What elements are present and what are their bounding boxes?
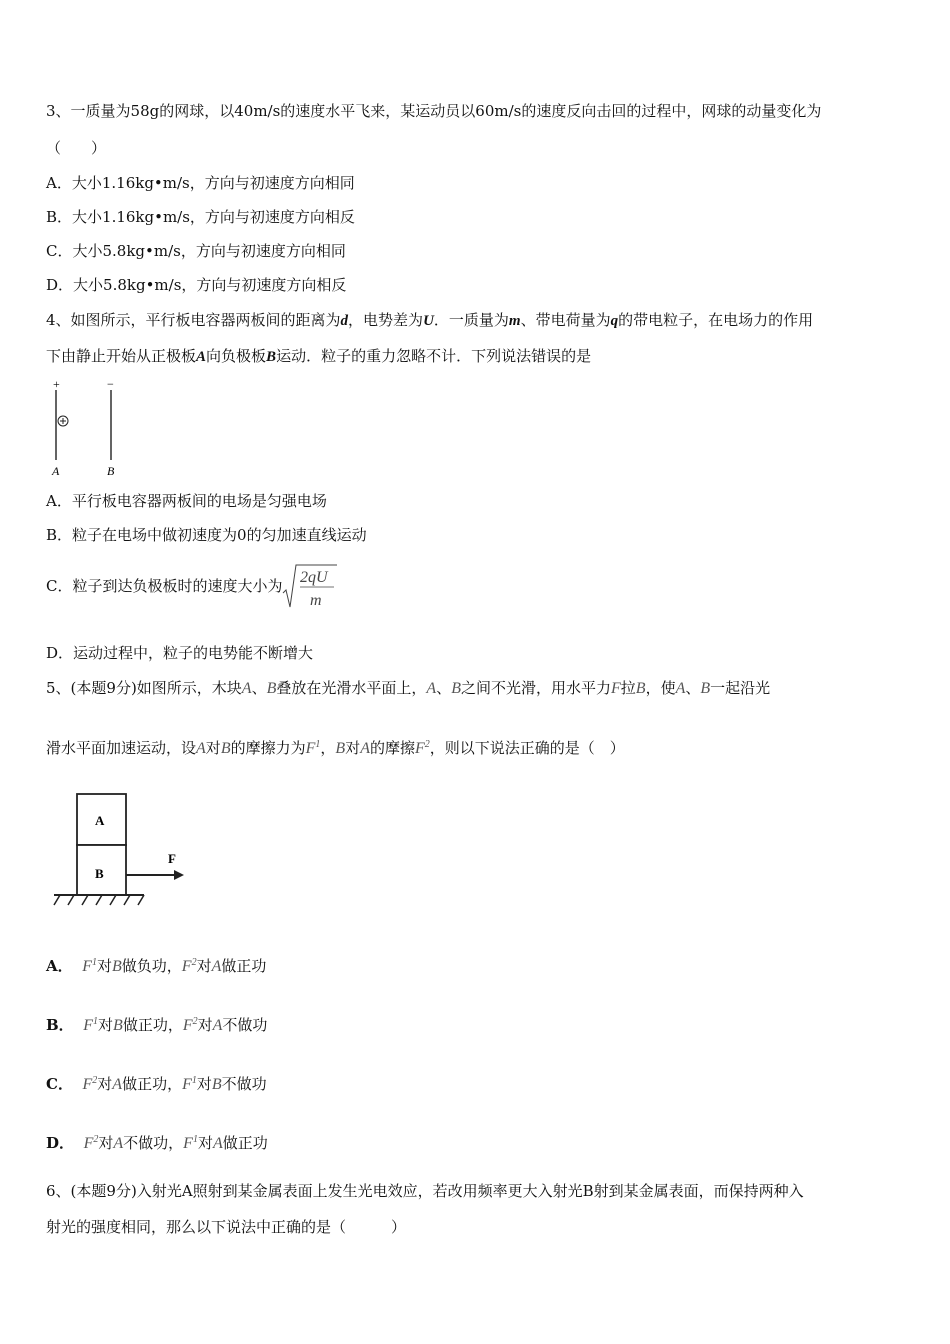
q3-option-d: D．大小5.8kg•m/s，方向与初速度方向相反 <box>46 276 347 294</box>
q4-option-c: C．粒子到达负极板时的速度大小为 2qU m <box>46 562 338 610</box>
capacitor-figure <box>40 376 140 480</box>
fraction-denominator: m <box>310 592 323 609</box>
plus-sign: + <box>53 377 60 391</box>
q5-option-d: D． $F^2$对A不做功，$F^1$对A做正功 <box>46 1134 268 1152</box>
label-b: B <box>107 464 115 478</box>
q6-stem-line2: 射光的强度相同，那么以下说法中正确的是（ ） <box>46 1218 407 1236</box>
q4-option-d: D．运动过程中，粒子的电势能不断增大 <box>46 644 314 662</box>
q3-option-b: B．大小1.16kg•m/s，方向与初速度方向相反 <box>46 208 355 226</box>
sqrt-formula <box>282 563 338 611</box>
q4-option-b: B．粒子在电场中做初速度为0的匀加速直线运动 <box>46 526 367 544</box>
label-a: A <box>52 464 60 478</box>
q5-option-a: A． $F^1$对B做负功，$F^2$对A做正功 <box>46 957 267 975</box>
q5-stem-line2: 滑水平面加速运动，设A对B的摩擦力为$F^1$，B对A的摩擦$F^2$，则以下说法正确的是（ ） <box>46 739 625 757</box>
block-b-label: B <box>95 866 104 881</box>
blocks-figure <box>50 790 200 912</box>
q4-option-a: A．平行板电容器两板间的电场是匀强电场 <box>46 492 327 510</box>
q3-option-a: A．大小1.16kg•m/s，方向与初速度方向相同 <box>46 174 355 192</box>
q5-option-c: C． $F^2$对A做正功，$F^1$对B不做功 <box>46 1075 267 1093</box>
q4-stem-line1: 4、如图所示，平行板电容器两板间的距离为d，电势差为U．一质量为m、带电荷量为q的带电粒子，在电场力的作用 <box>46 311 814 329</box>
minus-sign: − <box>107 377 114 391</box>
q3-stem-line1: 3、一质量为58g的网球，以40m/s的速度水平飞来，某运动员以60m/s的速度反向击回的过程中，网球的动量变化为 <box>46 102 822 120</box>
ground-hatching <box>54 895 144 905</box>
q5-stem-line1: 5、(本题9分)如图所示，木块A、B叠放在光滑水平面上，A、B之间不光滑，用水平力F拉B，使A、B一起沿光 <box>46 679 771 697</box>
q3-stem-line2: （ ） <box>46 139 107 157</box>
fraction-numerator: 2qU <box>300 569 329 586</box>
q4-stem-line2: 下由静止开始从正极板A向负极板B运动．粒子的重力忽略不计．下列说法错误的是 <box>46 347 592 365</box>
block-a-label: A <box>95 813 105 828</box>
q3-option-c: C．大小5.8kg•m/s，方向与初速度方向相同 <box>46 242 346 260</box>
sqrt-sign <box>282 563 338 611</box>
force-label: F <box>168 851 176 866</box>
q5-option-b: B． $F^1$对B做正功，$F^2$对A不做功 <box>46 1016 268 1034</box>
q6-stem-line1: 6、(本题9分)入射光A照射到某金属表面上发生光电效应，若改用频率更大入射光B射到某金属表面，而保持两种入 <box>46 1182 804 1200</box>
